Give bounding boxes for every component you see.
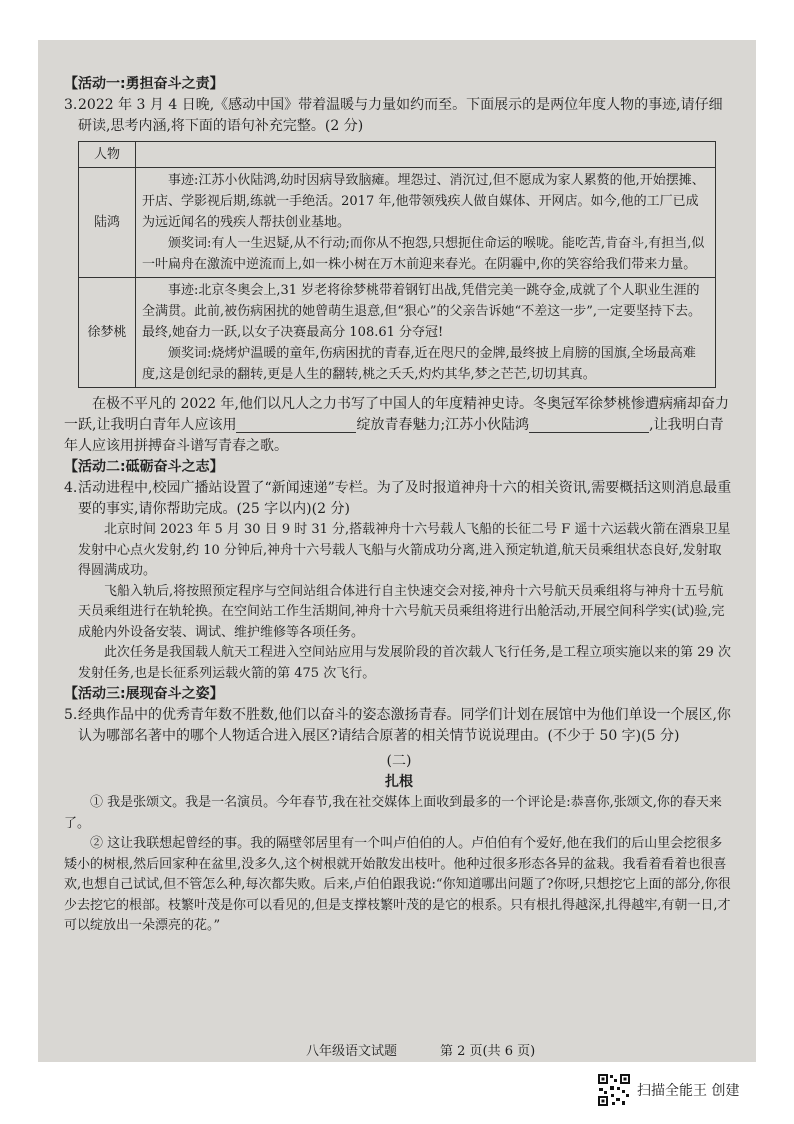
exam-paper (38, 40, 756, 1062)
scanner-watermark (597, 1073, 739, 1107)
news-paragraph: 此次任务是我国载人航天工程进入空间站应用与发展阶段的首次载人飞行任务,是工程立项实施以来的第 29 次发射任务,也是长征系列运载火箭的第 475 次飞行。 (78, 645, 731, 681)
question-5 (64, 705, 734, 747)
reading-paragraph: ① 我是张颂文。我是一名演员。今年春节,我在社交媒体上面收到最多的一个评论是:恭喜你,张颂文,你的春天来了。 (64, 795, 722, 831)
fill-text-3: ,让我明白青年人应该用拼搏奋斗谱写青春之歌。 (64, 417, 724, 454)
person-deeds: 事迹:江苏小伙陆鸿,幼时因病导致脑瘫。埋怨过、消沉过,但不愿成为家人累赘的他,开始摆摊、开店、学影视后期,练就一手绝活。2017 年,他带领残疾人做自媒体、开网店。如今,他的工厂已成为远近闻名的残疾人帮扶创业基地。 (142, 173, 705, 230)
news-paragraph: 北京时间 2023 年 5 月 30 日 9 时 31 分,搭载神舟十六号载人飞船的长征二号 F 遥十六运载火箭在酒泉卫星发射中心点火发射,约 10 分钟后,神舟十六号载人飞船与火箭成功分离,进入预定轨道,航天员乘组状态良好,发射取得圆满成功。 (78, 522, 731, 578)
question-3-number: 3. (64, 97, 78, 113)
question-4-number: 4. (64, 480, 78, 496)
person-award: 颁奖词:烧烤炉温暖的童年,伤病困扰的青春,近在咫尺的金牌,最终披上肩膀的国旗,全场最高难度,这是创纪录的翻转,更是人生的翻转,桃之夭夭,灼灼其华,梦之芒芒,切切其真。 (142, 346, 696, 382)
answer-blank-2[interactable] (529, 418, 649, 433)
activity3-heading: 【活动三:展现奋斗之姿】 (64, 686, 224, 702)
reading-title: 扎根 (385, 774, 413, 790)
reading-passage (64, 793, 734, 937)
person-info (136, 168, 716, 278)
table-header-empty (136, 142, 716, 168)
exam-name: 八年级语文试题 (306, 1044, 398, 1059)
question-4 (64, 478, 734, 520)
scanner-brand-text: 扫描全能王 创建 (637, 1083, 740, 1099)
fill-text-2: 绽放青春魅力;江苏小伙陆鸿 (356, 417, 530, 433)
person-name: 徐梦桃 (79, 278, 136, 388)
news-article (64, 520, 734, 684)
activity1-heading: 【活动一:勇担奋斗之责】 (64, 76, 224, 92)
question-4-text: 活动进程中,校园广播站设置了“新闻速递”专栏。为了及时报道神舟十六的相关资讯,需要概括这则消息最重要的事实,请你帮助完成。(25 字以内)(2 分) (78, 480, 732, 517)
question-5-text: 经典作品中的优秀青年数不胜数,他们以奋斗的姿态激扬青春。同学们计划在展馆中为他们单设一个展区,你认为哪部名著中的哪个人物适合进入展区?请结合原著的相关情节说说理由。(不少于 50 字)(5 分) (78, 707, 731, 744)
table-row (79, 168, 716, 278)
person-award: 颁奖词:有人一生迟疑,从不行动;而你从不抱怨,只想扼住命运的喉咙。能吃苦,肯奋斗,有担当,似一叶扁舟在激流中逆流而上,如一株小树在万木前迎来春光。在阴霾中,你的笑容给我们带来力量。 (142, 236, 705, 272)
table-header-cell: 人物 (79, 142, 136, 168)
table-header-row (79, 142, 716, 168)
news-paragraph: 飞船入轨后,将按照预定程序与空间站组合体进行自主快速交会对接,神舟十六号航天员乘组将与神舟十五号航天员乘组进行在轨轮换。在空间站工作生活期间,神舟十六号航天员乘组将进行出舱活动,开展空间科学实(试)验,完成舱内外设备安装、调试、维护维修等各项任务。 (78, 583, 725, 640)
person-deeds: 事迹:北京冬奥会上,31 岁老将徐梦桃带着钢钉出战,凭借完美一跳夺金,成就了个人职业生涯的全满贯。此前,被伤病困扰的她曾萌生退意,但“狠心”的父亲告诉她“不差这一步”,一定要坚持下去。最终,她奋力一跃,以女子决赛最高分 108.61 分夺冠! (142, 283, 701, 340)
fill-in-sentence (64, 394, 734, 457)
qr-code-icon (597, 1073, 631, 1107)
question-3 (64, 95, 734, 137)
fill-text-1: 在极不平凡的 2022 年,他们以凡人之力书写了中国人的年度精神史诗。冬奥冠军徐梦桃惨遭病痛却奋力一跃,让我明白青年人应该用 (64, 396, 729, 433)
section-number: (二) (386, 753, 412, 769)
reading-paragraph: ② 这让我联想起曾经的事。我的隔壁邻居里有一个叫卢伯伯的人。卢伯伯有个爱好,他在我们的后山里会挖很多矮小的树根,然后回家种在盆里,没多久,这个树根就开始散发出枝叶。他种过很多形态各异的盆栽。我看着看着也很喜欢,也想自己试试,但不管怎么种,每次都失败。后来,卢伯伯跟我说:“你知道哪出问题了?你呀,只想挖它上面的部分,你很少去挖它的根部。枝繁叶茂是你可以看见的,但是支撑枝繁叶茂的是它的根系。只有根扎得越深,扎得越牢,有朝一日,才可以绽放出一朵漂亮的花。” (64, 836, 731, 933)
person-info (136, 278, 716, 388)
person-name: 陆鸿 (79, 168, 136, 278)
question-5-number: 5. (64, 707, 78, 723)
activity2-heading: 【活动二:砥砺奋斗之志】 (64, 459, 224, 475)
page-number: 第 2 页(共 6 页) (440, 1044, 536, 1059)
answer-blank-1[interactable] (236, 418, 356, 433)
exam-content (64, 74, 734, 937)
table-row (79, 278, 716, 388)
person-table (78, 141, 716, 388)
question-3-text: 2022 年 3 月 4 日晚,《感动中国》带着温暖与力量如约而至。下面展示的是两位年度人物的事迹,请仔细研读,思考内涵,将下面的语句补充完整。(2 分) (78, 97, 723, 134)
